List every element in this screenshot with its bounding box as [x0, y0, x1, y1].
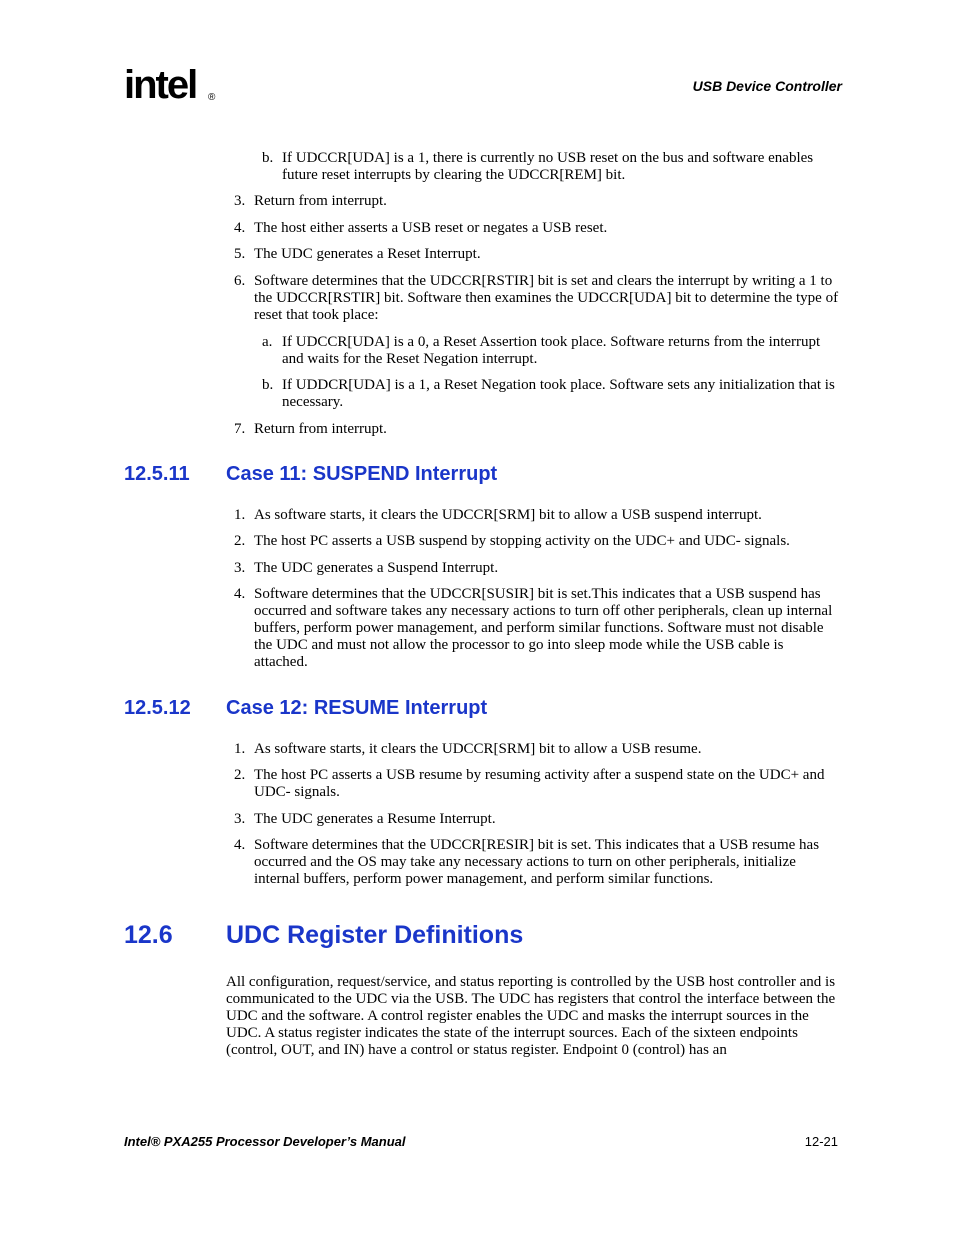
list-item-text: The UDC generates a Resume Interrupt.: [254, 811, 496, 827]
list-item-text: The host PC asserts a USB suspend by stopping activity on the UDC+ and UDC- signals.: [254, 533, 790, 549]
list-marker: 1.: [234, 741, 246, 757]
section-title: Case 12: RESUME Interrupt: [226, 697, 488, 719]
list-item-text: Return from interrupt.: [254, 421, 387, 437]
footer-page-number: 12-21: [804, 1134, 838, 1149]
list-marker: 3.: [234, 811, 246, 827]
section-title: Case 11: SUSPEND Interrupt: [226, 463, 498, 485]
list-item-text: If UDCCR[UDA] is a 0, a Reset Assertion took place. Software returns from the interrupt and waits for the Reset Negation interrupt.: [282, 334, 821, 367]
list-item-text: As software starts, it clears the UDCCR[SRM] bit to allow a USB suspend interrupt.: [254, 507, 762, 523]
list-item-text: If UDCCR[UDA] is a 1, there is currently no USB reset on the bus and software enables future reset interrupts by clearing the UDCCR[REM] bit.: [282, 150, 814, 183]
section-heading: [124, 463, 844, 489]
list-marker: 4.: [234, 220, 246, 236]
section-heading: [124, 697, 844, 723]
running-header: USB Device Controller: [692, 78, 842, 94]
list-item-text: If UDDCR[UDA] is a 1, a Reset Negation took place. Software sets any initialization that is necessary.: [282, 377, 835, 410]
list-marker: 3.: [234, 193, 246, 209]
list-item-text: Return from interrupt.: [254, 193, 387, 209]
list-marker: 3.: [234, 560, 246, 576]
list-item-text: The UDC generates a Suspend Interrupt.: [254, 560, 499, 576]
list-marker: 5.: [234, 246, 246, 262]
body-paragraph: All configuration, request/service, and status reporting is controlled by the USB host controller and is communicated to the UDC via the USB. The UDC has registers that control the interface between the UDC and the software. A control register enables the UDC and masks the interrupt sources in the UDC. A status register indicates the state of the interrupt sources. Each of the sixteen endpoints (control, OUT, and IN) have a control or status register. Endpoint 0 (control) has an: [226, 974, 836, 1058]
list-item-text: Software determines that the UDCCR[RSTIR] bit is set and clears the interrupt by writing a 1 to the UDCCR[RSTIR] bit. Software then examines the UDCCR[UDA] bit to determine the type of reset that took place:: [254, 273, 839, 323]
list-marker: 6.: [234, 273, 246, 289]
list-item-text: The host PC asserts a USB resume by resuming activity after a suspend state on the UDC+ and UDC- signals.: [254, 767, 825, 800]
list-marker: 7.: [234, 421, 246, 437]
list-item-text: As software starts, it clears the UDCCR[SRM] bit to allow a USB resume.: [254, 741, 702, 757]
list-marker: 4.: [234, 837, 246, 853]
registered-mark: ®: [208, 92, 216, 103]
section-heading: [124, 921, 844, 953]
section-title: UDC Register Definitions: [226, 921, 524, 949]
footer-manual-title: Intel® PXA255 Processor Developer’s Manual: [124, 1134, 406, 1149]
section-number: 12.6: [124, 921, 173, 949]
intel-logo-wordmark: intel: [124, 63, 197, 107]
list-item-text: The UDC generates a Reset Interrupt.: [254, 246, 481, 262]
list-marker: 2.: [234, 767, 246, 783]
list-marker: 2.: [234, 533, 246, 549]
section-number: 12.5.11: [124, 463, 190, 485]
list-marker: 1.: [234, 507, 246, 523]
list-item-text: Software determines that the UDCCR[SUSIR] bit is set.This indicates that a USB suspend has occurred and software takes any necessary actions to turn off other peripherals, clean up internal buffers, perform power management, and perform similar functions. Software must not disable the UDC and must not allow the processor to go into sleep mode while the USB cable is attached.: [254, 586, 833, 670]
list-marker: b.: [262, 377, 274, 393]
list-marker: a.: [262, 334, 273, 350]
section-number: 12.5.12: [124, 697, 191, 719]
intel-logo: [124, 62, 224, 118]
list-marker: b.: [262, 150, 274, 166]
list-item-text: Software determines that the UDCCR[RESIR] bit is set. This indicates that a USB resume has occurred and the OS may take any necessary actions to turn on other peripherals, initialize internal buffers, perform power management, and perform similar functions.: [254, 837, 820, 887]
list-item-text: The host either asserts a USB reset or negates a USB reset.: [254, 220, 608, 236]
list-marker: 4.: [234, 586, 246, 602]
